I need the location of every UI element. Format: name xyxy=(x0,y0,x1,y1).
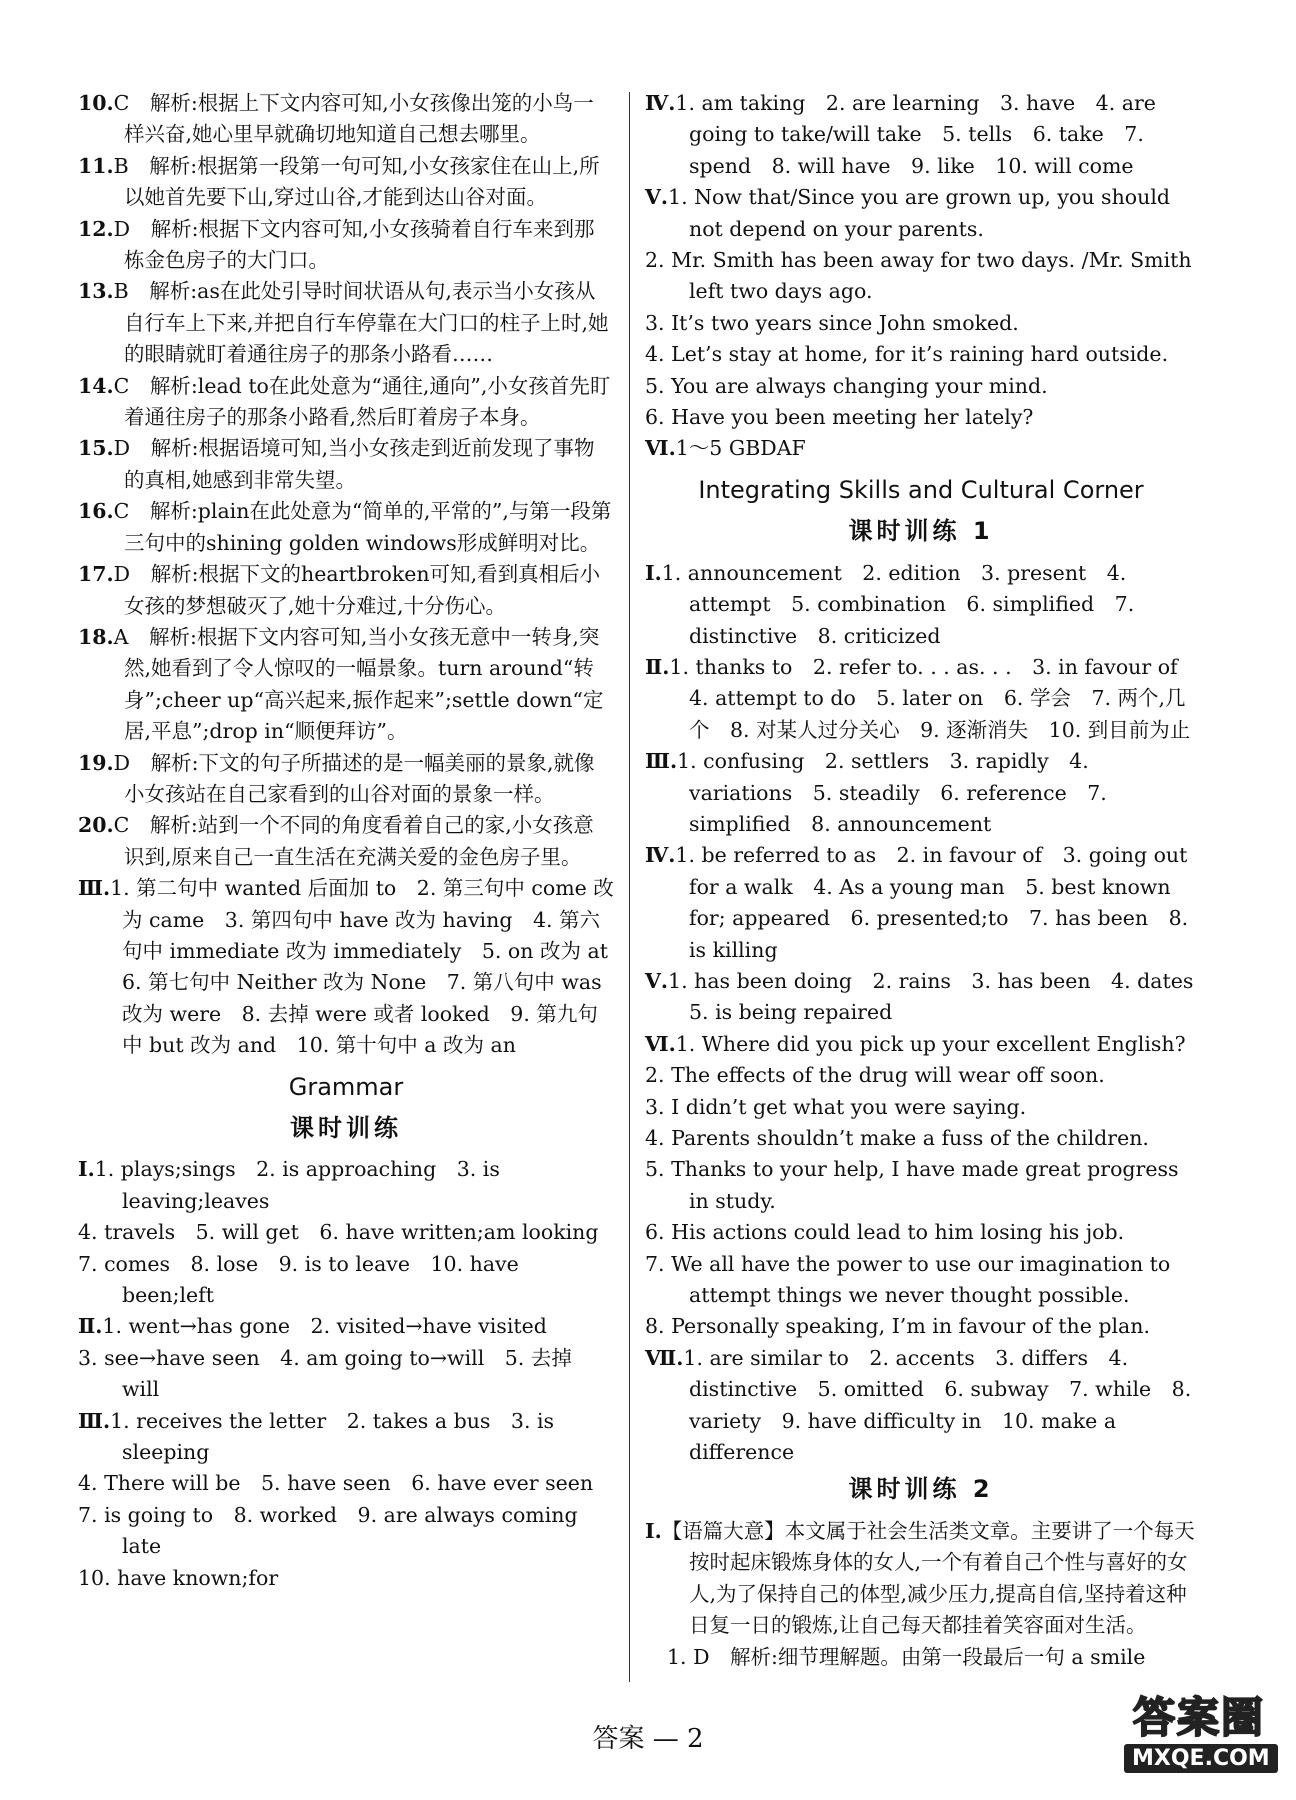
list-line: 3. see→have seen 4. am going to→will 5. 去掉 will xyxy=(78,1345,572,1402)
section-4: Ⅳ.1. am taking 2. are learning 3. have 4. are going to take/will take 5. tells 6. take 7. spend 8. will have 9. like 10. will come xyxy=(645,91,1156,178)
grammar-section-2: Ⅱ.1. went→has gone 2. visited→have visited 3. see→have seen 4. am going to→will 5. 去掉 will xyxy=(78,1311,614,1405)
lesson-2-item-1: 1. D 解析:细节理解题。由第一段最后一句 a smile xyxy=(667,1644,1146,1669)
lesson-2-heading: 课时训练 2 xyxy=(848,1475,994,1504)
list-line: 10. have known;for xyxy=(78,1565,279,1590)
left-column xyxy=(78,88,629,1594)
k1-r6-lines xyxy=(645,1031,1197,1343)
watermark-logo xyxy=(1124,1694,1274,1780)
answer-item: 15.D 解析:根据语境可知,当小女孩走到近前发现了事物的真相,她感到非常失望。 xyxy=(78,436,595,492)
section-label: Ⅲ. xyxy=(78,876,111,901)
section-5-sentences: Ⅴ.1. Now that/Since you are grown up, you should not depend on your parents. 2. Mr. Smith has been away for two days. /Mr. Smith left two days ago. 3. It’s two years since John smoked. 4. Let’s stay at home, for it’s raining hard outside. 5. You are always changing your mind. 6. Have you been meeting her lately? xyxy=(645,182,1197,433)
watermark-bottom: MXQE.COM xyxy=(1124,1744,1278,1773)
answer-item: 16.C 解析:plain在此处意为“简单的,平常的”,与第一段第三句中的shining golden windows形成鲜明对比。 xyxy=(78,499,612,555)
lesson-1-section: Ⅲ.1. confusing 2. settlers 3. rapidly 4. variations 5. steadily 6. reference 7. simplified 8. announcement xyxy=(645,749,1107,836)
section-text: 1. 第二句中 wanted 后面加 to 2. 第三句中 come 改为 came 3. 第四句中 have 改为 having 4. 第六句中 immediate 改为 immediately 5. on 改为 at 6. 第七句中 Neither 改为 None 7. 第八句中 was改为 were 8. 去掉 were 或者 looked 9. 第九句中 but 改为 and 10. 第十句中 a 改为 an xyxy=(110,876,629,1058)
lesson-1-section: Ⅴ.1. has been doing 2. rains 3. has been 4. dates 5. is being repaired xyxy=(645,968,1214,1025)
g2-lines xyxy=(78,1314,614,1405)
list-line: 4. There will be 5. have seen 6. have ever seen xyxy=(78,1471,594,1496)
grammar-section-3: Ⅲ.1. receives the letter 2. takes a bus 3. is sleeping 4. There will be 5. have seen 6. have ever seen 7. is going to 8. worked 9. are always coming late 10. have known;for xyxy=(78,1406,614,1594)
lesson-2-section-1: Ⅰ.【语篇大意】本文属于社会生活类文章。主要讲了一个每天按时起床锻炼身体的女人,一个有着自己个性与喜好的女人,为了保持自己的体型,减少压力,提高自信,坚持着这种日复一日的锻炼,让自己每天都挂着笑容面对生活。 xyxy=(645,1518,1195,1638)
list-line: 1. receives the letter 2. takes a bus 3. is sleeping xyxy=(110,1408,555,1465)
list-line: 2. The effects of the drug will wear off soon. xyxy=(645,1063,1105,1088)
list-line: 6. His actions could lead to him losing his job. xyxy=(645,1220,1125,1245)
answer-items-10-20 xyxy=(78,88,614,873)
section-6: Ⅵ.1～5 GBDAF xyxy=(645,436,806,461)
answer-item: 18.A 解析:根据下文内容可知,当小女孩无意中一转身,突然,她看到了令人惊叹的一幅景象。turn around“转身”;cheer up“高兴起来,振作起来”;settle down“定居,平息”;drop in“顺便拜访”。 xyxy=(78,624,604,744)
answer-item: 10.C 解析:根据上下文内容可知,小女孩像出笼的小鸟一样兴奋,她心里早就确切地知道自己想去哪里。 xyxy=(78,91,594,147)
lesson-1-section-7: Ⅶ.1. are similar to 2. accents 3. differs 4. distinctive 5. omitted 6. subway 7. while 8. variety 9. have difficulty in 10. make a difference xyxy=(645,1345,1192,1465)
list-line: 4. Parents shouldn’t make a fuss of the children. xyxy=(645,1126,1149,1150)
answer-item: 19.D 解析:下文的句子所描述的是一幅美丽的景象,就像小女孩站在自己家看到的山谷对面的景象一样。 xyxy=(78,750,595,806)
list-line: 3. It’s two years since John smoked. xyxy=(645,310,1019,335)
list-line: 1. Where did you pick up your excellent English? xyxy=(675,1031,1186,1056)
list-line: 1. Now that/Since you are grown up, you should not depend on your parents. xyxy=(668,185,1170,241)
list-line: 2. Mr. Smith has been away for two days. /Mr. Smith left two days ago. xyxy=(645,248,1192,304)
lesson-1-section-6: Ⅵ.1. Where did you pick up your excellent English? 2. The effects of the drug will wear off soon. 3. I didn’t get what you were saying. 4. Parents shouldn’t make a fuss of the children. 5. Thanks to your help, I have made great progress in study. 6. His actions could lead to him losing his job. 7. We all have the power to use our imagination to attempt things we never thought possible. 8. Personally speaking, I’m in favour of the plan. xyxy=(645,1029,1197,1343)
section-3-corrections xyxy=(78,873,629,1061)
list-line: 5. You are always changing your mind. xyxy=(645,373,1048,398)
answer-item: 12.D 解析:根据下文内容可知,小女孩骑着自行车来到那栋金色房子的大门口。 xyxy=(78,216,595,273)
lesson-1-heading: 课时训练 1 xyxy=(848,517,994,546)
grammar-subheading: 课时训练 xyxy=(290,1114,402,1142)
list-line: 4. travels 5. will get 6. have written;am looking xyxy=(78,1220,599,1245)
lesson-1-section: Ⅳ.1. be referred to as 2. in favour of 3. going out for a walk 4. As a young man 5. best known for; appeared 6. presented;to 7. has been 8. is killing xyxy=(645,843,1189,962)
answer-item: 13.B 解析:as在此处引导时间状语从句,表示当小女孩从自行车上下来,并把自行车停靠在大门口的柱子上时,她的眼睛就盯着通往房子的那条小路看…… xyxy=(78,279,609,367)
lesson-1-section: Ⅱ.1. thanks to 2. refer to. . . as. . . 3. in favour of 4. attempt to do 5. later on 6. 学会 7. 两个,几个 8. 对某人过分关心 9. 逐渐消失 10. 到目前为止 xyxy=(645,654,1199,742)
list-line: 4. Let’s stay at home, for it’s raining hard outside. xyxy=(645,342,1169,367)
list-line: 1. went→has gone 2. visited→have visited xyxy=(102,1314,547,1339)
list-line: 6. Have you been meeting her lately? xyxy=(645,405,1034,430)
lesson-1-sections xyxy=(645,558,1214,1029)
list-line: 7. comes 8. lose 9. is to leave 10. have been;left xyxy=(78,1251,519,1308)
list-line: 3. I didn’t get what you were saying. xyxy=(645,1094,1027,1119)
grammar-section-1: Ⅰ.1. plays;sings 2. is approaching 3. is leaving;leaves 4. travels 5. will get 6. have written;am looking 7. comes 8. lose 9. is to leave 10. have been;left xyxy=(78,1154,614,1311)
column-divider xyxy=(629,92,630,1682)
answer-item: 14.C 解析:lead to在此处意为“通往,通向”,小女孩首先盯着通往房子的那条小路看,然后盯着房子本身。 xyxy=(78,373,611,430)
list-line: 1. plays;sings 2. is approaching 3. is leaving;leaves xyxy=(94,1157,500,1213)
list-line: 8. Personally speaking, I’m in favour of the plan. xyxy=(645,1314,1150,1339)
answer-item: 17.D 解析:根据下文的heartbroken可知,看到真相后小女孩的梦想破灭了,她十分难过,十分伤心。 xyxy=(78,562,601,618)
list-line: 5. Thanks to your help, I have made great progress in study. xyxy=(645,1157,1179,1213)
r5-lines xyxy=(645,185,1197,433)
answer-item: 20.C 解析:站到一个不同的角度看着自己的家,小女孩意识到,原来自己一直生活在充满关爱的金色房子里。 xyxy=(78,813,594,869)
answer-item: 11.B 解析:根据第一段第一句可知,小女孩家住在山上,所以她首先要下山,穿过山谷,才能到达山谷对面。 xyxy=(78,153,600,210)
grammar-heading: Grammar xyxy=(288,1072,404,1101)
g3-lines xyxy=(78,1408,614,1594)
lesson-1-section: Ⅰ.1. announcement 2. edition 3. present 4. attempt 5. combination 6. simplified 7. distinctive 8. criticized xyxy=(645,560,1135,648)
page-footer: 答案 — 2 xyxy=(592,1724,704,1754)
g1-lines xyxy=(78,1157,614,1311)
list-line: 7. We all have the power to use our imagination to attempt things we never thought possible. xyxy=(645,1251,1171,1308)
list-line: 7. is going to 8. worked 9. are always coming late xyxy=(78,1502,578,1559)
isc-heading: Integrating Skills and Cultural Corner xyxy=(698,475,1144,504)
right-column xyxy=(645,88,1214,1673)
watermark-top: 答案圈 xyxy=(1132,1693,1265,1742)
